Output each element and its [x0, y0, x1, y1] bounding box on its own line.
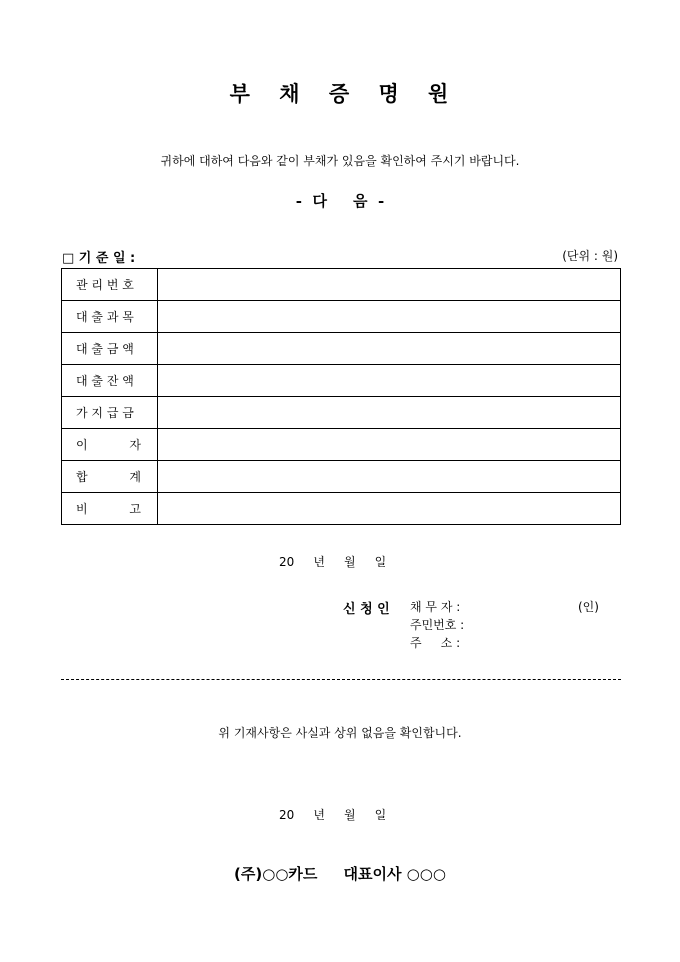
row-value: [158, 333, 621, 365]
row-label-right: 자: [129, 438, 141, 452]
table-row: [62, 429, 621, 461]
applicant-label: 신 청 인: [343, 602, 390, 617]
date-line-2: 20 년 월 일: [279, 808, 387, 822]
row-value: [158, 429, 621, 461]
row-label-left: 관 리 번 호: [76, 278, 134, 292]
table-row: [62, 397, 621, 429]
row-value: [158, 365, 621, 397]
dashed-divider: [61, 679, 621, 680]
seal-mark: (인): [578, 600, 599, 614]
row-label-left: 대 출 잔 액: [76, 374, 134, 388]
table-row: [62, 493, 621, 525]
row-label-left: 대 출 과 목: [76, 310, 134, 324]
subtitle: - 다 음 -: [295, 192, 385, 210]
table-row: [62, 301, 621, 333]
row-label-left: 합: [76, 470, 88, 484]
row-label: [62, 461, 158, 493]
address-label: 주 소 :: [410, 636, 461, 650]
row-label-left: 비: [76, 502, 88, 516]
document-title: 부 채 증 명 원: [229, 81, 451, 106]
row-value: [158, 301, 621, 333]
row-label: [62, 365, 158, 397]
row-label: [62, 333, 158, 365]
unit-label: (단위 : 원): [562, 249, 618, 263]
debt-table: [61, 268, 621, 525]
row-label-left: 가 지 급 금: [76, 406, 134, 420]
row-value: [158, 269, 621, 301]
table-row: [62, 365, 621, 397]
id-number-label: 주민번호 :: [410, 618, 465, 632]
table-row: [62, 269, 621, 301]
base-date-label: □ 기 준 일 :: [62, 251, 136, 266]
row-label: [62, 269, 158, 301]
row-value: [158, 397, 621, 429]
row-label-right: 고: [129, 502, 141, 516]
company-signature: (주)○○카드 대표이사 ○○○: [234, 865, 446, 883]
row-value: [158, 493, 621, 525]
date-line: 20 년 월 일: [279, 555, 387, 569]
confirm-text: 위 기재사항은 사실과 상위 없음을 확인합니다.: [218, 726, 462, 740]
debtor-label: 채 무 자 :: [410, 600, 461, 614]
row-value: [158, 461, 621, 493]
table-row: [62, 333, 621, 365]
row-label: [62, 397, 158, 429]
table-row: [62, 461, 621, 493]
row-label: [62, 429, 158, 461]
row-label-right: 계: [129, 470, 141, 484]
row-label: [62, 301, 158, 333]
row-label-left: 대 출 금 액: [76, 342, 134, 356]
row-label: [62, 493, 158, 525]
intro-text: 귀하에 대하여 다음와 같이 부채가 있음을 확인하여 주시기 바랍니다.: [160, 154, 520, 168]
row-label-left: 이: [76, 438, 88, 452]
